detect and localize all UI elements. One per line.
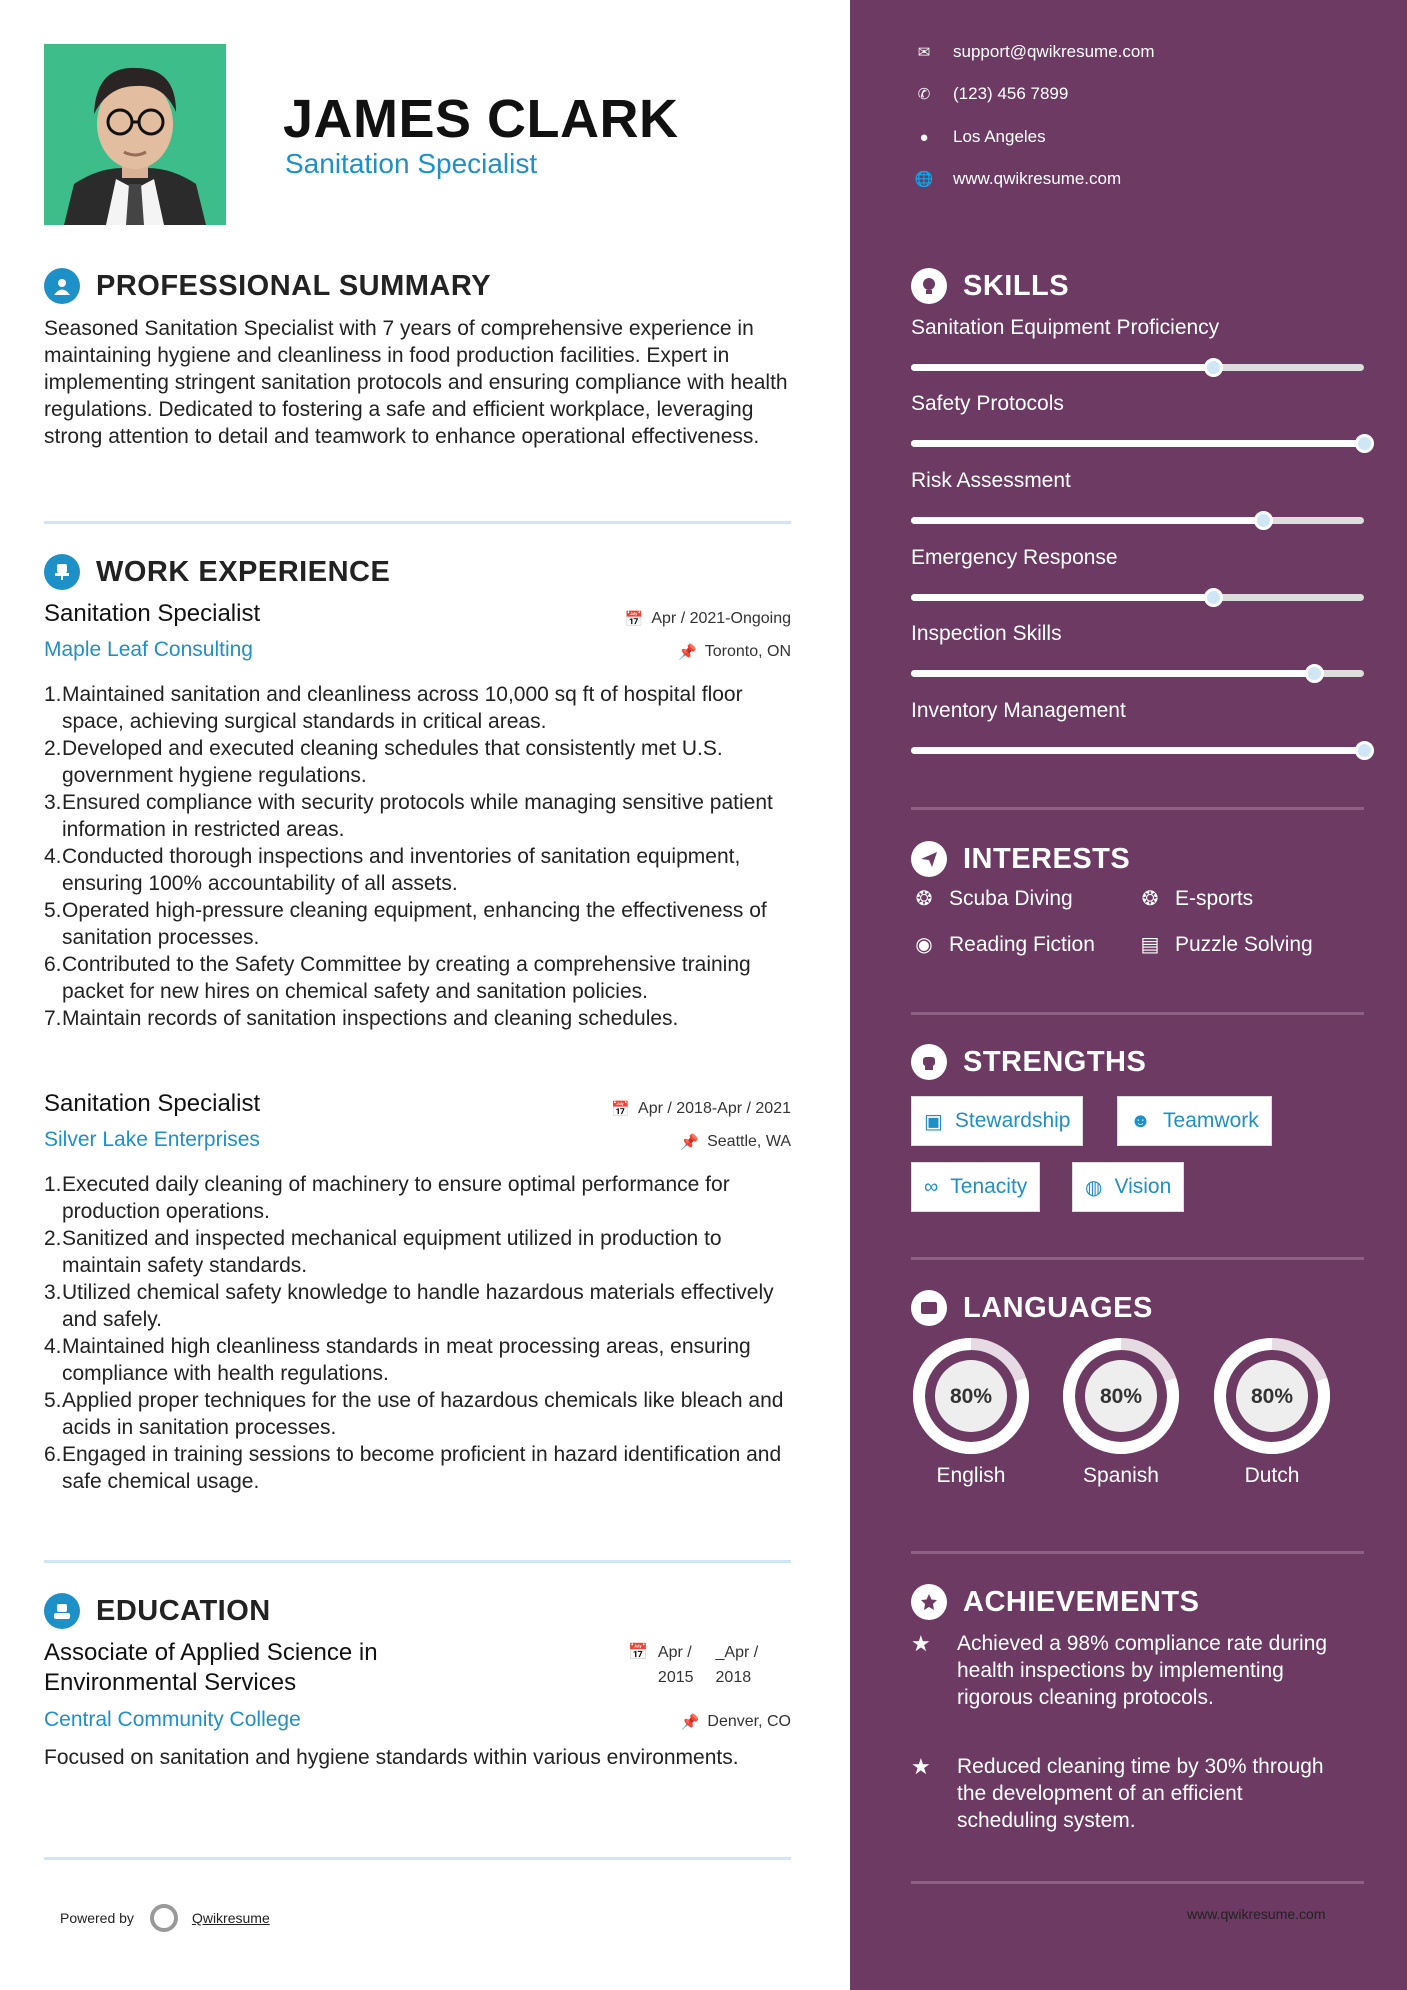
skill-bar-knob: [1355, 434, 1374, 453]
achievement-text: Achieved a 98% compliance rate during health inspections by implementing rigorous cleaning protocols.: [957, 1632, 1328, 1709]
interest-item: [1137, 932, 1313, 957]
strength-badge: [1117, 1096, 1272, 1146]
languages-title: LANGUAGES: [963, 1291, 1153, 1324]
skills-heading: [911, 268, 1069, 304]
interest-item: [1137, 886, 1253, 911]
summary-title: PROFESSIONAL SUMMARY: [96, 269, 492, 302]
skill-bar: [911, 670, 1364, 677]
skill-label: Safety Protocols: [911, 392, 1064, 415]
star-icon: ★: [911, 1754, 931, 1779]
summary-heading: [44, 268, 491, 304]
job-title: Sanitation Specialist: [44, 1090, 261, 1117]
skill-bar: [911, 747, 1364, 754]
link-icon: ∞: [924, 1175, 939, 1198]
job-company: Maple Leaf Consulting: [44, 638, 253, 661]
strengths-heading: [911, 1044, 1146, 1080]
candidate-title: Sanitation Specialist: [285, 148, 538, 179]
strength-label: Vision: [1114, 1175, 1172, 1198]
strength-badge: [911, 1162, 1040, 1212]
phone-icon: ✆: [917, 86, 931, 103]
achievement-item: [911, 1630, 1331, 1711]
divider: [911, 1257, 1364, 1260]
achievements-title: ACHIEVEMENTS: [963, 1585, 1200, 1618]
job-bullets: [44, 681, 804, 1032]
divider: [911, 1012, 1364, 1015]
language-item: [1061, 1336, 1181, 1488]
strength-label: Stewardship: [954, 1109, 1071, 1132]
skill-bar-fill: [911, 594, 1213, 601]
skill-bar-knob: [1204, 358, 1223, 377]
lightbulb-icon: [911, 268, 947, 304]
skills-title: SKILLS: [963, 269, 1070, 302]
list-item: 5. Applied proper techniques for the use of hazardous chemicals like bleach and acids in sanitation processes.: [44, 1389, 784, 1439]
fist-icon: [911, 1044, 947, 1080]
summary-text: Seasoned Sanitation Specialist with 7 years of comprehensive experience in maintaining hygiene and cleanliness in food production facilities. Expert in implementing stringent sanitation protocols and ensuring compliance with health regulations. Dedicated to fostering a safe and efficient workplace, leveraging strong attention to detail and teamwork to enhance operational effectiveness.: [44, 317, 788, 448]
envelope-icon: ✉: [917, 44, 931, 61]
interest-label: Reading Fiction: [949, 932, 1095, 956]
calendar-icon: 📅: [611, 1101, 631, 1118]
interests-heading: [911, 841, 1130, 877]
strength-label: Teamwork: [1163, 1109, 1259, 1132]
skill-bar-knob: [1254, 511, 1273, 530]
job-location-text: Toronto, ON: [704, 643, 791, 660]
language-donut: [1061, 1336, 1181, 1456]
education-title: EDUCATION: [96, 1594, 271, 1627]
list-item: 3. Ensured compliance with security protocols while managing sensitive patient information in restricted areas.: [44, 791, 773, 841]
experience-title: WORK EXPERIENCE: [96, 555, 391, 588]
divider: [911, 807, 1364, 810]
contact-website[interactable]: [911, 169, 1121, 189]
contact-phone-text: (123) 456 7899: [953, 84, 1069, 103]
job-bullets: [44, 1171, 804, 1495]
education-start-month: Apr /: [657, 1644, 692, 1661]
skill-bar: [911, 594, 1364, 601]
list-item: 1. Executed daily cleaning of machinery to ensure optimal performance for production operations.: [44, 1173, 730, 1223]
skill-label: Inspection Skills: [911, 622, 1062, 645]
job-company: Silver Lake Enterprises: [44, 1128, 260, 1151]
strength-badge: [911, 1096, 1083, 1146]
education-start-year: 2015: [657, 1669, 694, 1686]
star-badge-icon: [911, 1584, 947, 1620]
list-item: 6. Contributed to the Safety Committee by creating a comprehensive training packet for new hires on chemical safety and sanitation policies.: [44, 953, 751, 1003]
skill-bar-fill: [911, 747, 1364, 754]
list-item: 6. Engaged in training sessions to become proficient in hazard identification and safe chemical usage.: [44, 1443, 782, 1493]
job-dates-text: Apr / 2021-Ongoing: [651, 610, 791, 627]
binoculars-icon: ◍: [1085, 1176, 1103, 1199]
qwikresume-logo-icon: [150, 1904, 178, 1932]
skill-label: Sanitation Equipment Proficiency: [911, 316, 1220, 339]
interest-item: [911, 932, 1095, 957]
job-dates-text: Apr / 2018-Apr / 2021: [638, 1100, 791, 1117]
education-description: Focused on sanitation and hygiene standards within various environments.: [44, 1746, 739, 1769]
brand-link[interactable]: Qwikresume: [191, 1910, 270, 1926]
education-end-month: _Apr /: [715, 1644, 759, 1661]
life-ring-icon: ❂: [915, 888, 933, 910]
language-donut: [911, 1336, 1031, 1456]
book-icon: ▤: [1140, 934, 1160, 956]
divider: [911, 1551, 1364, 1554]
experience-heading: [44, 554, 390, 590]
interests-title: INTERESTS: [963, 842, 1131, 875]
job-location-text: Seattle, WA: [707, 1133, 791, 1150]
education-location: [681, 1713, 791, 1731]
achievement-item: [911, 1753, 1331, 1834]
job-location: [678, 643, 791, 661]
list-item: 4. Conducted thorough inspections and inventories of sanitation equipment, ensuring 100% accountability of all assets.: [44, 845, 741, 895]
pin-icon: 📌: [680, 1134, 700, 1151]
education-end-year: 2018: [715, 1669, 752, 1686]
achievement-text: Reduced cleaning time by 30% through the development of an efficient scheduling system.: [957, 1755, 1324, 1832]
star-icon: ★: [911, 1631, 931, 1656]
skill-bar: [911, 364, 1364, 371]
skill-label: Risk Assessment: [911, 469, 1071, 492]
job-title: Sanitation Specialist: [44, 600, 261, 627]
language-donut: [1212, 1336, 1332, 1456]
briefcase-icon: ▣: [924, 1110, 943, 1133]
interest-label: E-sports: [1175, 886, 1254, 910]
education-school: Central Community College: [44, 1708, 301, 1731]
divider: [44, 521, 791, 524]
language-name: Spanish: [1083, 1464, 1159, 1487]
interest-item: [911, 886, 1073, 911]
contact-website-text: www.qwikresume.com: [953, 169, 1122, 188]
life-ring-icon: ❂: [1141, 888, 1159, 910]
chair-icon: [44, 554, 80, 590]
gamepad-icon: ◉: [915, 934, 933, 956]
skill-bar-knob: [1305, 664, 1324, 683]
skill-bar-fill: [911, 364, 1213, 371]
contact-email[interactable]: [911, 42, 1155, 62]
interest-label: Puzzle Solving: [1175, 932, 1313, 956]
skill-bar-fill: [911, 670, 1314, 677]
list-item: 3. Utilized chemical safety knowledge to handle hazardous materials effectively and safely.: [44, 1281, 774, 1331]
profile-photo: [44, 44, 226, 225]
skill-bar: [911, 440, 1364, 447]
achievements-heading: [911, 1584, 1199, 1620]
pin-icon: 📌: [678, 644, 697, 661]
divider: [44, 1857, 791, 1860]
calendar-icon: 📅: [628, 1644, 648, 1661]
language-item: [911, 1336, 1031, 1488]
languages-heading: [911, 1290, 1153, 1326]
skill-bar: [911, 517, 1364, 524]
powered-by: [60, 1904, 270, 1932]
list-item: 2. Developed and executed cleaning schedules that consistently met U.S. government hygiene regulations.: [44, 737, 723, 787]
contact-location-text: Los Angeles: [953, 127, 1046, 146]
list-item: 7. Maintain records of sanitation inspections and cleaning schedules.: [44, 1007, 679, 1030]
language-percent: 80%: [1099, 1385, 1143, 1408]
list-item: 1. Maintained sanitation and cleanliness across 10,000 sq ft of hospital floor space, achieving surgical standards in critical areas.: [44, 683, 743, 733]
language-item: [1212, 1336, 1332, 1488]
pin-icon: 📌: [680, 1714, 700, 1731]
language-name: English: [936, 1464, 1006, 1487]
calendar-icon: 📅: [624, 611, 644, 628]
education-dates: [628, 1640, 758, 1690]
skill-bar-fill: [911, 517, 1263, 524]
map-marker-icon: ●: [919, 128, 929, 146]
candidate-name: JAMES CLARK: [283, 89, 679, 149]
strength-badge: [1072, 1162, 1184, 1212]
globe-icon: 🌐: [914, 171, 934, 188]
language-percent: 80%: [949, 1385, 993, 1408]
strength-label: Tenacity: [950, 1175, 1028, 1198]
education-heading: [44, 1593, 271, 1629]
education-degree: Associate of Applied Science in Environmental Services: [44, 1639, 378, 1696]
job-dates: [611, 1100, 791, 1118]
contact-email-text: support@qwikresume.com: [953, 42, 1155, 61]
translate-icon: [911, 1290, 947, 1326]
job-dates: [625, 610, 791, 628]
language-percent: 80%: [1250, 1385, 1294, 1408]
education-location-text: Denver, CO: [707, 1713, 791, 1730]
skill-bar-knob: [1204, 588, 1223, 607]
list-item: 2. Sanitized and inspected mechanical equipment utilized in production to maintain safety standards.: [44, 1227, 722, 1277]
divider: [911, 1881, 1364, 1884]
skill-label: Inventory Management: [911, 699, 1126, 722]
interest-label: Scuba Diving: [949, 886, 1073, 910]
strengths-title: STRENGTHS: [963, 1045, 1147, 1078]
powered-by-label: Powered by: [60, 1910, 134, 1926]
divider: [44, 1560, 791, 1563]
paper-plane-icon: [911, 841, 947, 877]
list-item: 5. Operated high-pressure cleaning equipment, enhancing the effectiveness of sanitation processes.: [44, 899, 767, 949]
language-name: Dutch: [1244, 1464, 1300, 1487]
footer-url[interactable]: www.qwikresume.com: [1187, 1906, 1326, 1922]
contact-location: [911, 127, 1046, 147]
job-location: [680, 1133, 791, 1151]
user-icon: [44, 268, 80, 304]
skill-bar-knob: [1355, 741, 1374, 760]
contact-phone[interactable]: [911, 84, 1068, 104]
skill-label: Emergency Response: [911, 546, 1118, 569]
list-item: 4. Maintained high cleanliness standards in meat processing areas, ensuring compliance with health regulations.: [44, 1335, 751, 1385]
graduate-icon: [44, 1593, 80, 1629]
users-icon: ☻: [1130, 1109, 1152, 1132]
skill-bar-fill: [911, 440, 1364, 447]
